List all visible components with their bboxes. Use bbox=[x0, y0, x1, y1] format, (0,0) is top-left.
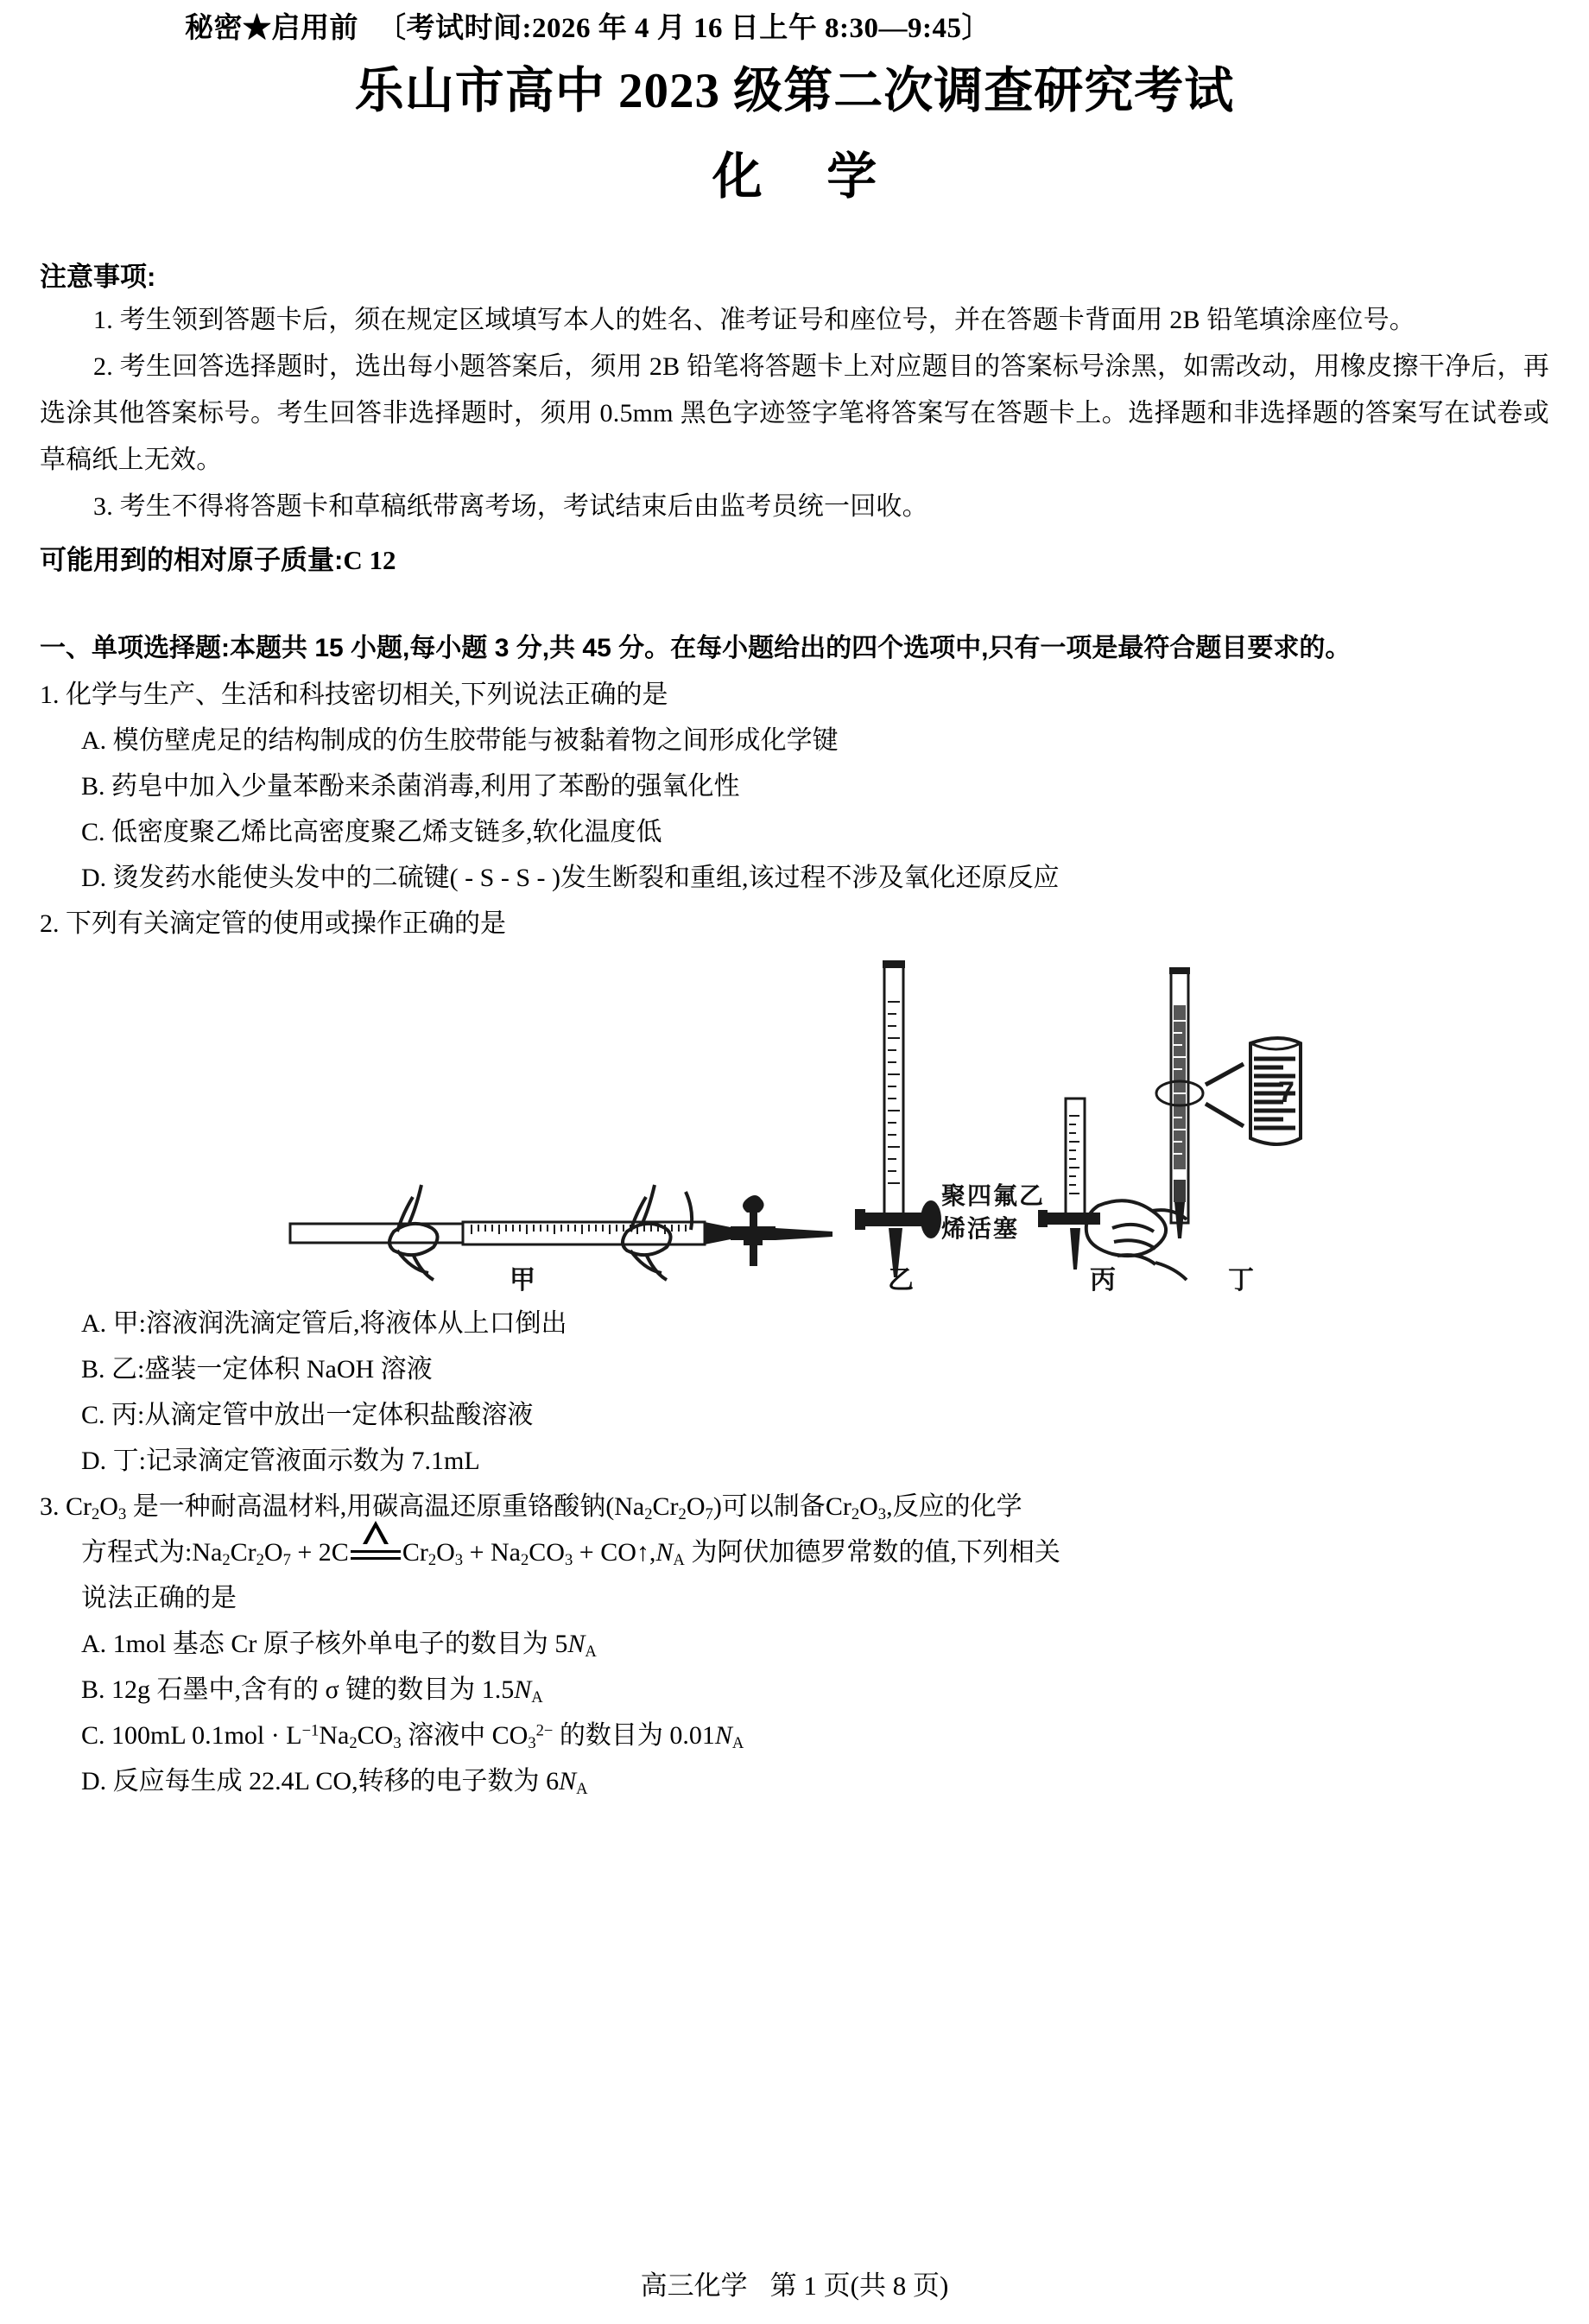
figure-canvas bbox=[283, 953, 1306, 1295]
question-stem bbox=[40, 901, 1549, 947]
equation-prefix: 方程式为: bbox=[81, 1538, 193, 1567]
question-2 bbox=[40, 901, 1549, 1484]
option-b: B. 12g 石墨中,含有的 σ 键的数目为 $1.5N_A$ bbox=[81, 1675, 543, 1707]
ptfe-stopcock-annotation: 聚四氟乙 烯活塞 bbox=[941, 1182, 1046, 1242]
secret-header-line bbox=[40, 9, 1549, 48]
panel-yi-vertical-burette bbox=[855, 960, 941, 1277]
figure-label-bing: 丙 bbox=[1090, 1266, 1116, 1295]
note-item: 1. 考生领到答题卡后，须在规定区域填写本人的姓名、准考证号和座位号，并在答题卡背面用 2B 铅笔填涂座位号。 bbox=[93, 306, 1416, 334]
chemical-equation: $Na_2Cr_2O_7 + 2C$ $Cr_2O_3 + Na_2CO_3$ + CO↑ bbox=[192, 1538, 649, 1567]
panel-jia-horizontal-burette bbox=[290, 1185, 832, 1280]
option-a: A. 1mol 基态 Cr 原子核外单电子的数目为 $5N_A$ bbox=[81, 1630, 597, 1662]
panel-bing-hand-stopcock bbox=[1038, 1099, 1187, 1280]
figure-label-yi: 乙 bbox=[888, 1266, 914, 1295]
figure-label-ding: 丁 bbox=[1228, 1266, 1254, 1295]
note-item: 2. 考生回答选择题时，选出每小题答案后，须用 2B 铅笔将答题卡上对应题目的答案标号涂黑，如需改动，用橡皮擦干净后，再选涂其他答案标号。考生回答非选择题时，须用 0.5mm 黑色字迹签字笔将答案写在答题卡上。选择题和非选择题的答案写在试卷或草稿纸上无效。 bbox=[40, 352, 1549, 474]
secret-label: 秘密★启用前 bbox=[185, 13, 358, 44]
question-text-line3: 说法正确的是 bbox=[81, 1584, 237, 1612]
option-b: B. 药皂中加入少量苯酚来杀菌消毒,利用了苯酚的强氧化性 bbox=[81, 772, 740, 801]
atomic-mass-value: C 12 bbox=[343, 545, 396, 575]
exam-time: 〔考试时间:2026 年 4 月 16 日上午 8:30—9:45〕 bbox=[377, 13, 991, 44]
question-number: 3. bbox=[40, 1492, 60, 1521]
page-title: 乐山市高中 2023 级第二次调查研究考试 bbox=[354, 64, 1235, 118]
page-footer bbox=[0, 2267, 1589, 2305]
atomic-mass-line bbox=[40, 541, 1549, 580]
notes-section bbox=[40, 257, 1549, 580]
footer-page-info: 第 1 页(共 8 页) bbox=[769, 2270, 949, 2301]
section-header: 一、单项选择题:本题共 15 小题,每小题 3 分,共 45 分。在每小题给出的四个选项中,只有一项是最符合题目要求的。 bbox=[40, 634, 1352, 662]
apparatus-diagram-svg bbox=[283, 953, 1306, 1292]
atomic-mass-label: 可能用到的相对原子质量: bbox=[40, 545, 344, 575]
notes-heading: 注意事项: bbox=[40, 262, 156, 292]
option-b: B. 乙:盛装一定体积 NaOH 溶液 bbox=[81, 1355, 433, 1384]
option-a: A. 模仿壁虎足的结构制成的仿生胶带能与被黏着物之间形成化学键 bbox=[81, 726, 839, 755]
question-3 bbox=[40, 1484, 1549, 1804]
titration-apparatus-figure bbox=[40, 953, 1549, 1295]
option-d: D. 反应每生成 22.4L CO,转移的电子数为 $6N_A$ bbox=[81, 1767, 588, 1799]
question-equation-line: 方程式为$:Na_2Cr_2O_7 + 2C$ $Cr_2O_3 + Na_2CO_3$ + $CO↑,N_A$ 为阿伏加德罗常数的值,下列相关 bbox=[40, 1529, 1549, 1575]
footer-subject: 高三化学 bbox=[640, 2270, 748, 2301]
formula-cr2o3-2: $Cr_2O_3$ bbox=[825, 1492, 887, 1524]
question-stem bbox=[40, 1484, 1549, 1529]
avogadro-symbol: N bbox=[655, 1538, 674, 1567]
option-c: C. 100mL $0.1mol \cdot L^{-1}Na_2CO_3$ 溶液中 $CO_3^{2-}$ 的数目为 $0.01N_A$ bbox=[81, 1721, 744, 1753]
question-1 bbox=[40, 672, 1549, 901]
option-a: A. 甲:溶液润洗滴定管后,将液体从上口倒出 bbox=[81, 1309, 567, 1338]
question-text-part2: )可以制备 bbox=[712, 1492, 826, 1521]
figure-label-jia: 甲 bbox=[510, 1266, 535, 1295]
subject-title: 化 学 bbox=[712, 149, 903, 205]
option-d: D. 丁:记录滴定管液面示数为 7.1mL bbox=[81, 1447, 480, 1475]
question-text: 下列有关滴定管的使用或操作正确的是 bbox=[66, 909, 506, 938]
question-text: 化学与生产、生活和科技密切相关,下列说法正确的是 bbox=[66, 681, 668, 709]
option-c: C. 低密度聚乙烯比高密度聚乙烯支链多,软化温度低 bbox=[81, 818, 662, 846]
question-number: 1. bbox=[40, 681, 60, 709]
formula-na2cr2o7: $Na_2Cr_2O_7$ bbox=[614, 1492, 713, 1524]
note-item: 3. 考生不得将答题卡和草稿纸带离考场，考试结束后由监考员统一回收。 bbox=[93, 492, 928, 521]
question-text-part3: ,反应的化学 bbox=[886, 1492, 1022, 1521]
option-d: D. 烫发药水能使头发中的二硫键( - S - S - )发生断裂和重组,该过程不涉及氧化还原反应 bbox=[81, 864, 1060, 892]
question-number: 2. bbox=[40, 909, 60, 938]
heat-reaction-arrow bbox=[351, 1547, 401, 1562]
question-stem bbox=[40, 672, 1549, 718]
equation-suffix: 为阿伏加德罗常数的值,下列相关 bbox=[691, 1538, 1060, 1567]
question-text-part1: 是一种耐高温材料,用碳高温还原重铬酸钠( bbox=[132, 1492, 615, 1521]
magnifier-reading-glyph: 7 bbox=[1278, 1076, 1295, 1109]
formula-cr2o3: $Cr_2O_3$ bbox=[66, 1492, 127, 1524]
option-c: C. 丙:从滴定管中放出一定体积盐酸溶液 bbox=[81, 1401, 534, 1429]
